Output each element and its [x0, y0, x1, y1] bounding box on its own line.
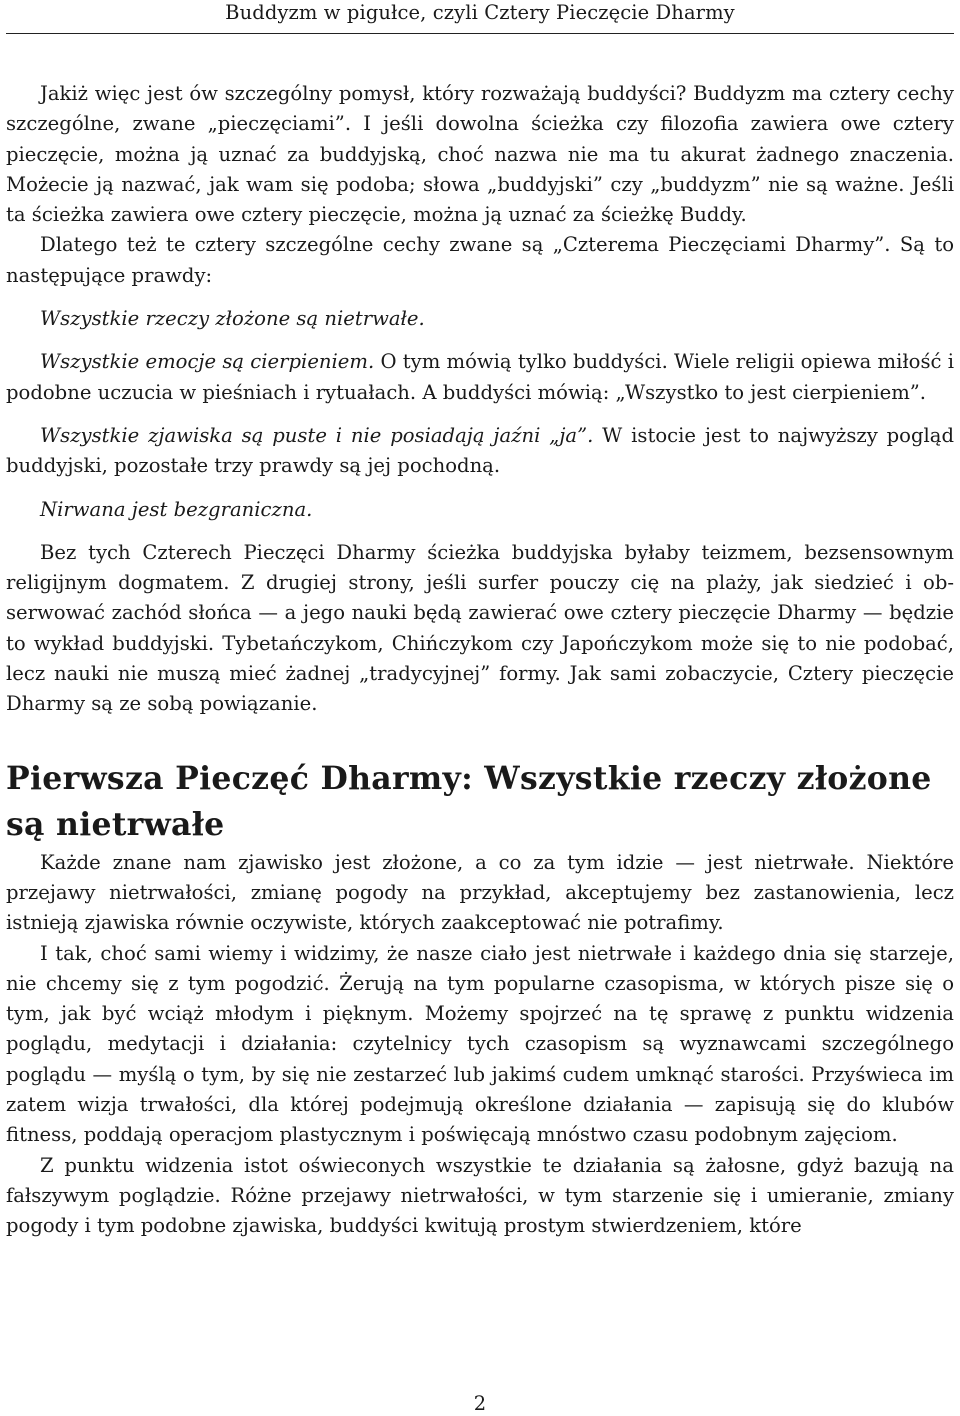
seal-3-italic: Wszystkie zjawiska są puste i nie posiadają jaźni „ja”.: [40, 423, 594, 447]
intro-paragraph-2: Dlatego też te cztery szczególne cechy zwane są „Czterema Pieczęciami Dharmy”. Są to następujące prawdy:: [6, 233, 954, 287]
document-body: [6, 79, 954, 1242]
seal-1-italic: Wszystkie rzeczy złożone są nietrwałe.: [40, 307, 425, 331]
running-header: Buddyzm w pigułce, czyli Cztery Pieczęcie Dharmy: [6, 0, 954, 34]
intro-paragraph-1: Jakiż więc jest ów szczególny pomysł, który rozważają buddyści? Buddyzm ma cztery cechy szczególne, zwane „pieczęciami”. I jeśli dowolna ścieżka czy filozofia zawiera owe cztery pieczęcie, można ją uznać za buddyjską, choć nazwa nie ma tu akurat żadnego znaczenia. Możecie ją nazwać, jak wam się podoba; słowa „buddyjski” czy „buddyzm” nie są ważne. Jeśli ta ścieżka zawiera owe cztery pieczęcie, można ją uznać za ścieżkę Buddy.: [6, 82, 954, 227]
seal-2: [6, 347, 954, 408]
document-page: [6, 0, 954, 1416]
section-paragraph-3: Z punktu widzenia istot oświeconych wszystkie te działania są żałosne, gdyż bazują na fałszywym poglądzie. Różne przejawy nietrwałości, w tym starzenie się i umieranie, zmiany pogody i tym podobne zjawiska, buddyści kwitują prostym stwierdzeniem, które: [6, 1153, 954, 1238]
seal-1: [6, 304, 954, 334]
seal-4-italic: Nirwana jest bezgraniczna.: [40, 497, 313, 521]
seal-2-text: O tym mówią tylko buddyści. Wiele religii opiewa miłość i podobne uczucia w pieśniach i rytuałach. A buddyści mówią: „Wszystko to jest cierpieniem”.: [6, 350, 955, 404]
seal-3-text: W istocie jest to najwyższy pogląd buddyjski, pozostałe trzy prawdy są jej pochodną.: [6, 423, 955, 478]
section-heading: Pierwsza Pieczęć Dharmy: Wszystkie rzeczy złożone są nietrwałe: [6, 759, 932, 843]
section-paragraph-2: I tak, choć sami wiemy i widzimy, że nasze ciało jest nietrwałe i każdego dnia się starzeje, nie chcemy się z tym pogodzić. Żerują na tym popularne czasopisma, w których pisze się o tym, jak być wciąż młodym i pięknym. Możemy spojrzeć na tę sprawę z punktu widzenia poglądu, medytacji i działania: czytelnicy tych czasopism są wyznawcami szczególnego poglądu — myślą o tym, by się nie zestarzeć lub jakimś cudem umknąć starości. Przyświeca im zatem wizja trwałości, dla której podejmują określone działania — zapisują się do klubów fitness, poddają operacjom plastycznym i poświęcają mnóstwo czasu podobnym zajęciom.: [6, 941, 954, 1147]
seal-4: [6, 495, 954, 525]
seal-2-italic: Wszystkie emocje są cierpieniem.: [40, 350, 375, 374]
conclusion-paragraph: Bez tych Czterech Pieczęci Dharmy ścieżka buddyjska byłaby teizmem, bezsensownym religijnym dogmatem. Z drugiej strony, jeśli surfer pouczy cię na plaży, jak siedzieć i obserwować zachód słońca — a jego nauki będą zawierać owe cztery pieczęcie Dharmy — będzie to wykład buddyjski. Tybetańczykom, Chińczykom czy Japończykom może się to nie podobać, lecz nauki nie muszą mieć żadnej „tradycyjnej” formy. Jak sami zobaczycie, Cztery pieczęcie Dharmy są ze sobą powiązanie.: [6, 540, 954, 716]
page-number: 2: [473, 1392, 487, 1415]
section-paragraph-1: Każde znane nam zjawisko jest złożone, a co za tym idzie — jest nietrwałe. Niektóre przejawy nietrwałości, zmianę pogody na przykład, akceptujemy bez zastanowienia, lecz istnieją zjawiska równie oczywiste, których zaakceptować nie potrafimy.: [6, 850, 954, 935]
seal-3: [6, 421, 954, 482]
